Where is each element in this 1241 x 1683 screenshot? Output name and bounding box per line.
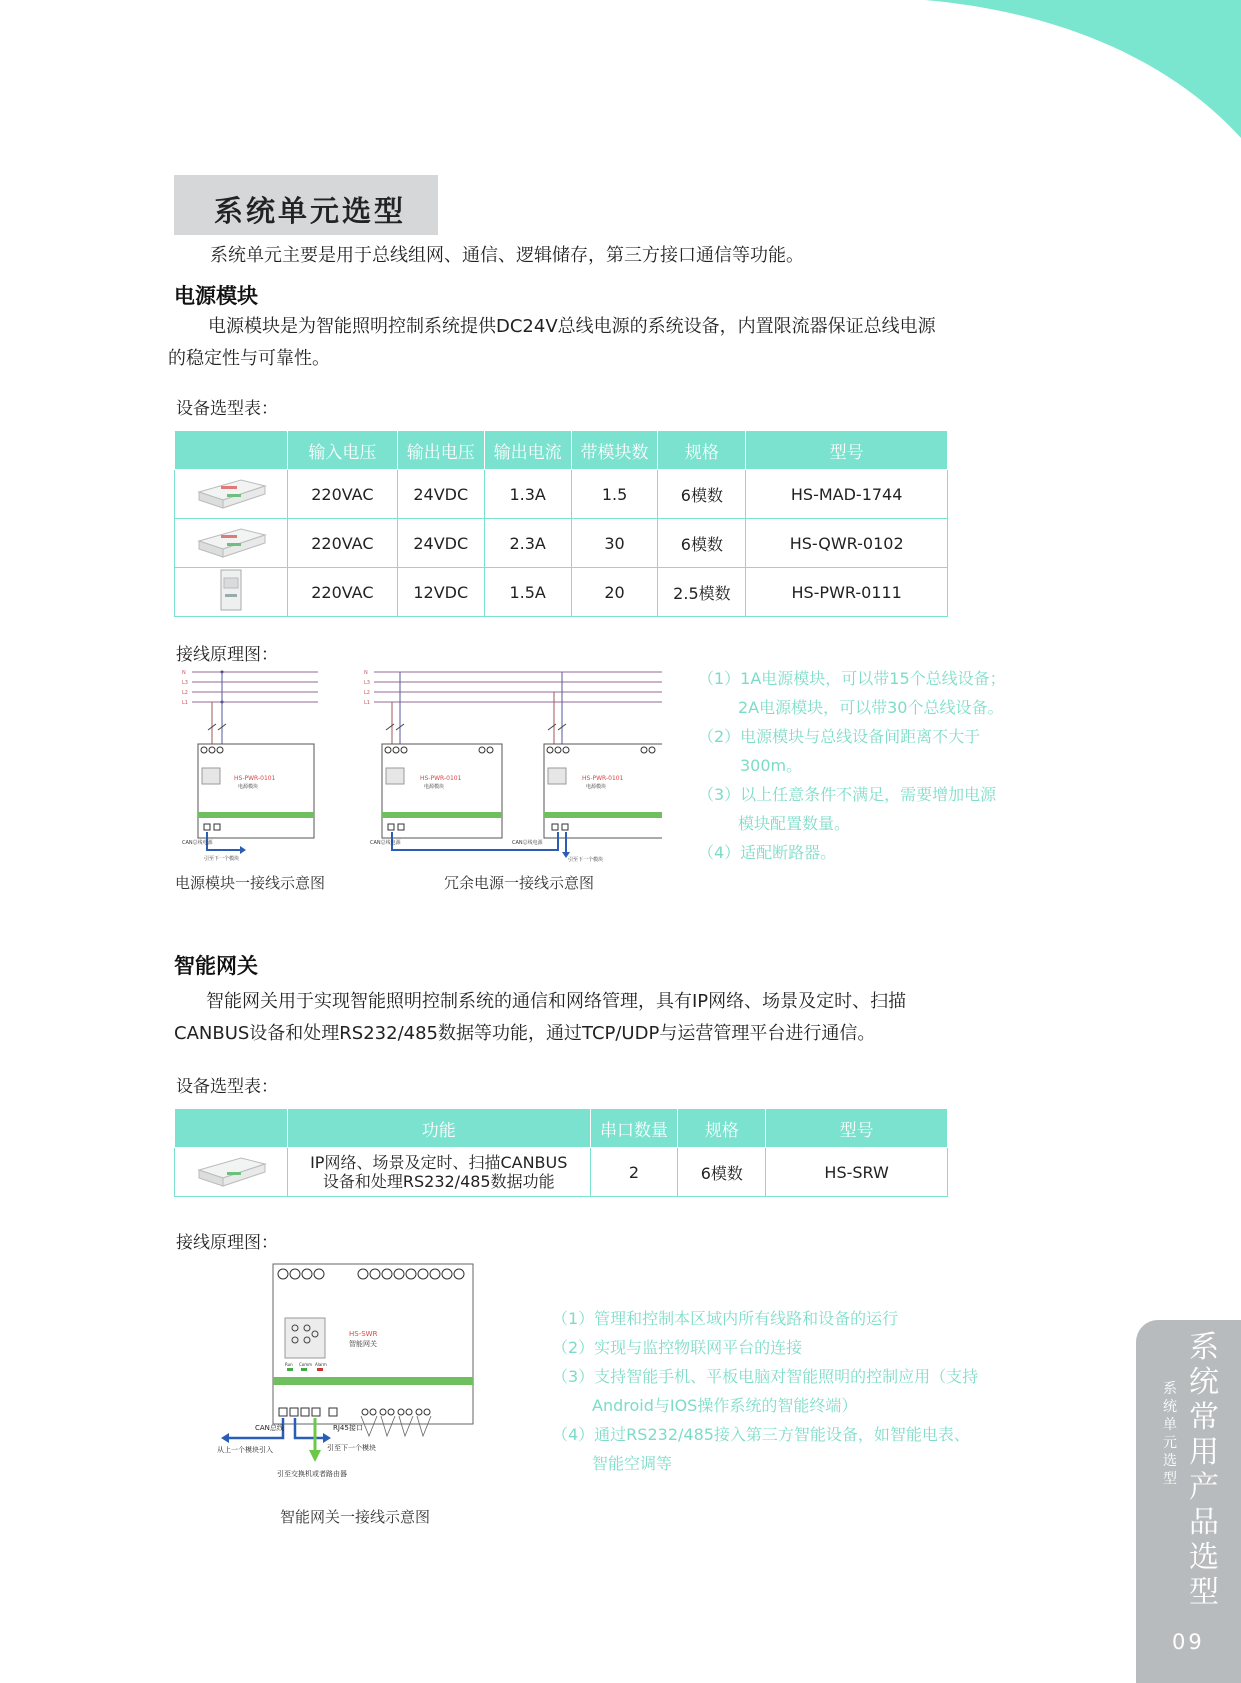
gateway-note: （3）支持智能手机、平板电脑对智能照明的控制应用（支持 xyxy=(552,1367,979,1386)
svg-text:智能网关: 智能网关 xyxy=(349,1340,377,1348)
gateway-note: （4）通过RS232/485接入第三方智能设备，如智能电表、 xyxy=(552,1425,970,1444)
gateway-selection-table xyxy=(174,1108,948,1197)
gateway-wiring-diagram xyxy=(215,1262,485,1487)
product-image xyxy=(175,470,288,519)
table-cell: 12VDC xyxy=(397,568,484,617)
gateway-wiring-label: 接线原理图： xyxy=(176,1233,278,1253)
svg-text:N: N xyxy=(364,670,368,676)
svg-text:引至下一个模块: 引至下一个模块 xyxy=(204,856,240,862)
svg-text:L2: L2 xyxy=(182,690,188,696)
svg-text:电源模块: 电源模块 xyxy=(424,784,445,790)
table-header: 输出电压 xyxy=(397,431,484,470)
table-header: 输出电流 xyxy=(484,431,571,470)
gateway-note: （2）实现与监控物联网平台的连接 xyxy=(552,1338,803,1357)
table-header: 规格 xyxy=(658,431,746,470)
svg-text:N: N xyxy=(182,670,186,676)
table-cell: 1.5A xyxy=(484,568,571,617)
svg-text:RJ45接口: RJ45接口 xyxy=(333,1424,363,1432)
gateway-desc-line1: 智能网关用于实现智能照明控制系统的通信和网络管理，具有IP网络、场景及定时、扫描 xyxy=(206,991,907,1012)
power-note: 300m。 xyxy=(740,756,803,775)
table-cell: 6模数 xyxy=(658,470,746,519)
table-cell: 1.5 xyxy=(571,470,658,519)
gateway-table-label: 设备选型表： xyxy=(176,1077,278,1097)
svg-text:CAN总线: CAN总线 xyxy=(255,1424,284,1432)
corner-decoration xyxy=(0,0,1241,140)
table-cell: 220VAC xyxy=(287,568,397,617)
gateway-heading: 智能网关 xyxy=(174,954,258,978)
power-wiring-diagram xyxy=(180,664,340,870)
power-note: 模块配置数量。 xyxy=(738,814,851,833)
table-cell-function xyxy=(287,1148,590,1197)
power-table-label: 设备选型表： xyxy=(176,399,278,419)
table-header: 串口数量 xyxy=(590,1109,678,1148)
table-cell: HS-QWR-0102 xyxy=(746,519,948,568)
table-header: 功能 xyxy=(287,1109,590,1148)
svg-text:Comm: Comm xyxy=(299,1362,313,1367)
svg-text:L2: L2 xyxy=(364,690,370,696)
table-cell: 24VDC xyxy=(397,470,484,519)
table-header-row xyxy=(175,431,948,470)
table-cell: HS-SRW xyxy=(766,1148,948,1197)
table-cell: HS-MAD-1744 xyxy=(746,470,948,519)
svg-text:CAN总线电源: CAN总线电源 xyxy=(182,840,213,846)
gateway-caption: 智能网关一接线示意图 xyxy=(280,1508,431,1526)
power-caption-2: 冗余电源一接线示意图 xyxy=(444,874,595,892)
table-cell: 2.3A xyxy=(484,519,571,568)
svg-text:引至下一个模块: 引至下一个模块 xyxy=(568,857,604,863)
svg-text:L3: L3 xyxy=(364,680,370,686)
svg-text:HS-SWR: HS-SWR xyxy=(349,1330,378,1338)
svg-text:L3: L3 xyxy=(182,680,188,686)
svg-text:HS-PWR-0101: HS-PWR-0101 xyxy=(420,775,462,782)
table-header: 输入电压 xyxy=(287,431,397,470)
svg-text:电源模块: 电源模块 xyxy=(586,784,607,790)
power-desc-line2: 的稳定性与可靠性。 xyxy=(168,348,330,369)
table-cell: 2 xyxy=(590,1148,678,1197)
sidebar-title: 系统常用产品选型 xyxy=(1189,1330,1219,1610)
section-title: 系统单元选型 xyxy=(214,194,407,228)
table-cell: 24VDC xyxy=(397,519,484,568)
table-header: 规格 xyxy=(678,1109,766,1148)
svg-text:CAN总线电源: CAN总线电源 xyxy=(370,840,401,846)
product-image xyxy=(175,519,288,568)
gateway-note: （1）管理和控制本区域内所有线路和设备的运行 xyxy=(552,1309,899,1328)
section-title-box xyxy=(174,175,438,235)
svg-text:Alarm: Alarm xyxy=(315,1362,327,1367)
power-note: （3）以上任意条件不满足，需要增加电源 xyxy=(698,785,997,804)
product-image xyxy=(175,568,288,617)
table-cell: 6模数 xyxy=(678,1148,766,1197)
table-cell: 30 xyxy=(571,519,658,568)
power-wiring-label: 接线原理图： xyxy=(176,645,278,665)
page-number: 09 xyxy=(1172,1630,1205,1654)
svg-text:引至交换机或者路由器: 引至交换机或者路由器 xyxy=(277,1470,347,1478)
table-row xyxy=(175,568,948,617)
table-row xyxy=(175,519,948,568)
table-cell: 2.5模数 xyxy=(658,568,746,617)
function-line-2: 设备和处理RS232/485数据功能 xyxy=(322,1172,555,1191)
gateway-note: 智能空调等 xyxy=(592,1454,673,1473)
table-cell: HS-PWR-0111 xyxy=(746,568,948,617)
table-row xyxy=(175,470,948,519)
table-header-image xyxy=(175,1109,288,1148)
power-note: （4）适配断路器。 xyxy=(698,843,837,862)
product-image xyxy=(175,1148,288,1197)
svg-text:从上一个模块引入: 从上一个模块引入 xyxy=(217,1446,273,1454)
power-note: （2）电源模块与总线设备间距离不大于 xyxy=(698,727,981,746)
svg-text:CAN总线电源: CAN总线电源 xyxy=(512,840,543,846)
power-heading: 电源模块 xyxy=(174,284,258,308)
redundant-power-wiring-diagram xyxy=(362,664,662,870)
function-line-1: IP网络、场景及定时、扫描CANBUS xyxy=(310,1153,568,1172)
table-header: 型号 xyxy=(766,1109,948,1148)
svg-text:HS-PWR-0101: HS-PWR-0101 xyxy=(582,775,624,782)
svg-text:L1: L1 xyxy=(364,700,370,706)
table-cell: 20 xyxy=(571,568,658,617)
svg-text:Run: Run xyxy=(285,1362,293,1367)
power-selection-table xyxy=(174,430,948,617)
table-header: 型号 xyxy=(746,431,948,470)
power-note: （1）1A电源模块，可以带15个总线设备； xyxy=(698,669,1006,688)
table-cell: 1.3A xyxy=(484,470,571,519)
table-cell: 220VAC xyxy=(287,519,397,568)
table-row xyxy=(175,1148,948,1197)
power-note: 2A电源模块，可以带30个总线设备。 xyxy=(738,698,1004,717)
section-intro: 系统单元主要是用于总线组网、通信、逻辑储存，第三方接口通信等功能。 xyxy=(210,245,804,266)
svg-text:电源模块: 电源模块 xyxy=(238,784,259,790)
power-desc-line1: 电源模块是为智能照明控制系统提供DC24V总线电源的系统设备，内置限流器保证总线电源 xyxy=(208,316,936,337)
svg-text:引至下一个模块: 引至下一个模块 xyxy=(327,1444,376,1452)
gateway-desc-line2: CANBUS设备和处理RS232/485数据等功能，通过TCP/UDP与运营管理平台进行通信。 xyxy=(174,1023,876,1044)
table-header-image xyxy=(175,431,288,470)
table-cell: 6模数 xyxy=(658,519,746,568)
sidebar-subtitle: 系统单元选型 xyxy=(1163,1381,1177,1487)
svg-text:L1: L1 xyxy=(182,700,188,706)
gateway-note: Android与IOS操作系统的智能终端） xyxy=(592,1396,858,1415)
svg-text:HS-PWR-0101: HS-PWR-0101 xyxy=(234,775,276,782)
table-header-row xyxy=(175,1109,948,1148)
table-header: 带模块数 xyxy=(571,431,658,470)
table-cell: 220VAC xyxy=(287,470,397,519)
power-caption-1: 电源模块一接线示意图 xyxy=(175,874,326,892)
